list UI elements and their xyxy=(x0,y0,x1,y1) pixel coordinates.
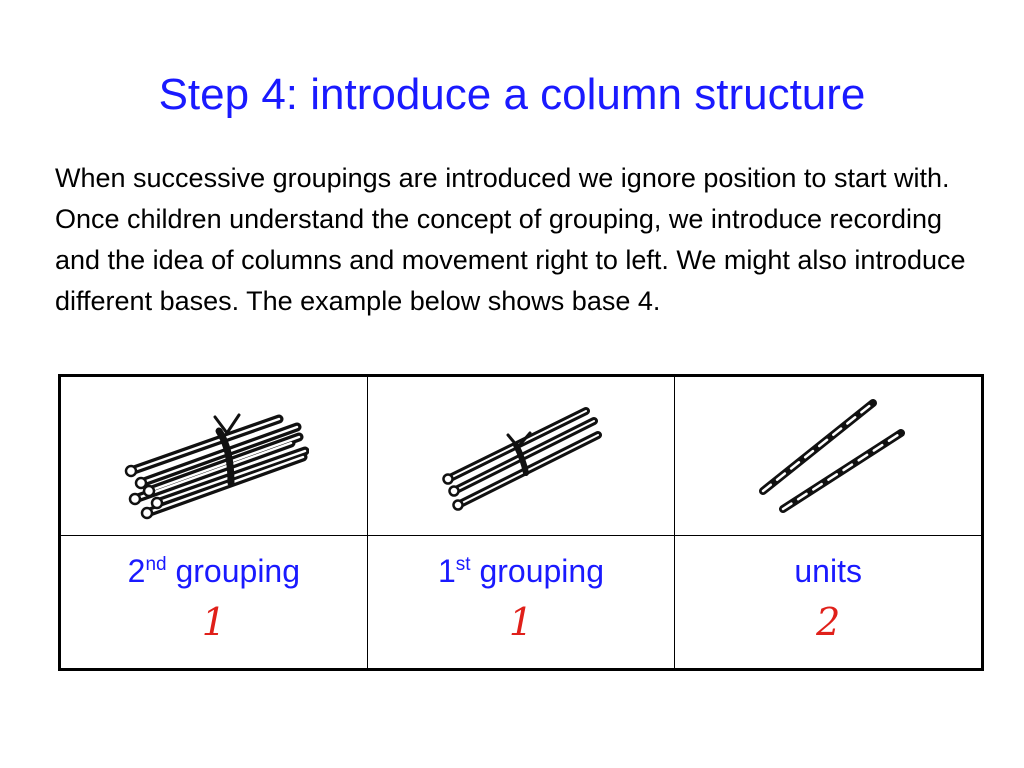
units-cell xyxy=(675,536,983,670)
ordinal-suffix: st xyxy=(455,554,471,575)
ordinal-suffix: nd xyxy=(145,554,167,575)
units-count: 2 xyxy=(816,600,841,644)
first-grouping-label xyxy=(368,552,675,590)
large-stick-bundle-icon xyxy=(119,391,309,521)
units-label: units xyxy=(794,553,862,589)
small-stick-bundle-icon xyxy=(436,391,606,521)
second-grouping-count: 1 xyxy=(201,600,226,644)
first-grouping-cell xyxy=(367,536,675,670)
first-grouping-image-cell xyxy=(367,376,675,536)
ordinal-number: 2 xyxy=(127,553,146,589)
place-value-table xyxy=(58,374,984,671)
first-grouping-count: 1 xyxy=(508,600,534,644)
slide-title: Step 4: introduce a column structure xyxy=(158,70,866,119)
ordinal-number: 1 xyxy=(437,553,456,589)
units-image-cell xyxy=(675,376,983,536)
grouping-word: grouping xyxy=(175,553,301,589)
single-sticks-icon xyxy=(743,391,913,521)
label-row xyxy=(60,536,983,670)
second-grouping-cell xyxy=(60,536,368,670)
slide-body-text: When successive groupings are introduced we ignore position to start with. Once children understand the concept of grouping, we introduce recording and the idea of columns and movement right to left. We might also introduce different bases. The example below shows base 4. xyxy=(55,163,966,316)
second-grouping-image-cell xyxy=(60,376,368,536)
grouping-word: grouping xyxy=(479,553,604,589)
second-grouping-label xyxy=(61,552,367,590)
image-row xyxy=(60,376,983,536)
